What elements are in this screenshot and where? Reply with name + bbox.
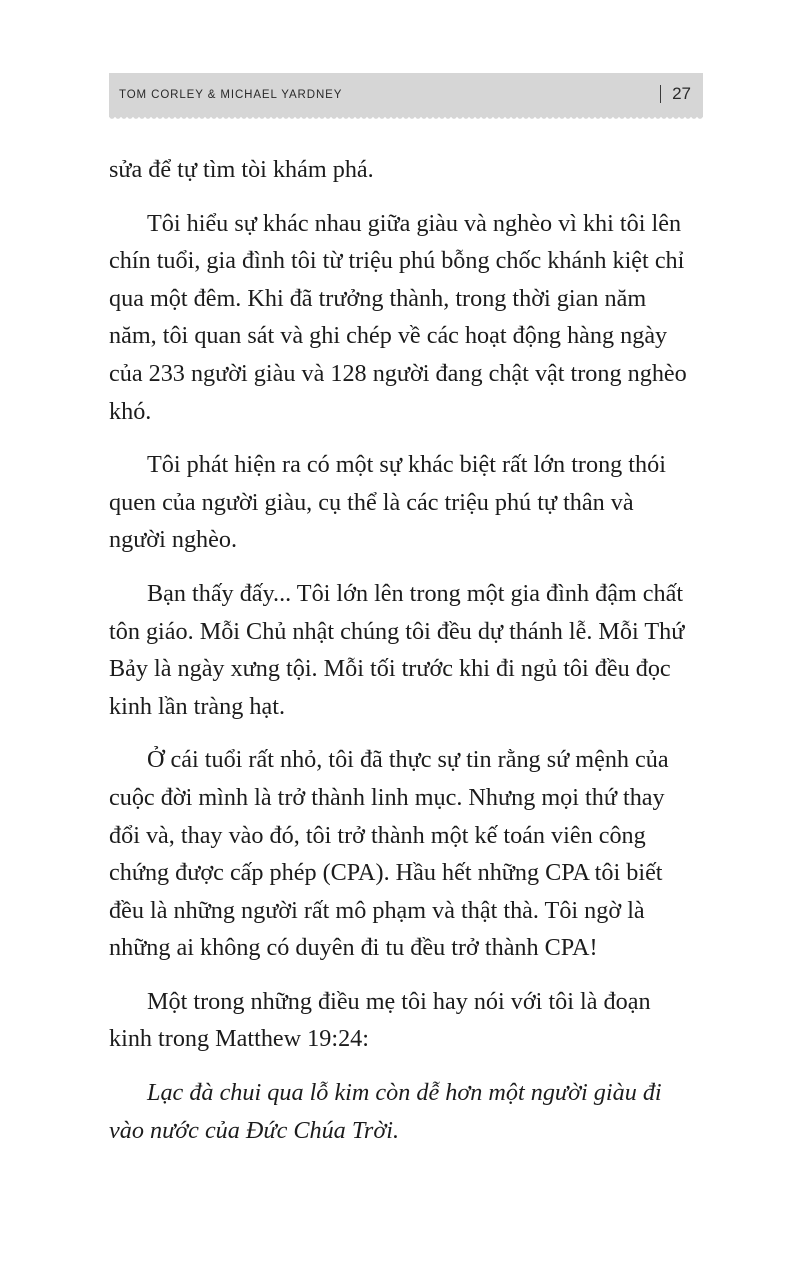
page-number: 27 [672,84,691,103]
running-header [109,73,703,117]
paragraph-4: Bạn thấy đấy... Tôi lớn lên trong một gia đình đậm chất tôn giáo. Mỗi Chủ nhật chúng tôi đều dự thánh lễ. Mỗi Thứ Bảy là ngày xưng tội. Mỗi tối trước khi đi ngủ tôi đều đọc kinh lần tràng hạt. [109,579,685,720]
paragraph-2: Tôi hiểu sự khác nhau giữa giàu và nghèo vì khi tôi lên chín tuổi, gia đình tôi từ triệu phú bỗng chốc khánh kiệt chỉ qua một đêm. Khi đã trưởng thành, trong thời gian năm năm, tôi quan sát và ghi chép về các hoạt động hàng ngày của 233 người giàu và 128 người đang chật vật trong nghèo khó. [109,209,687,425]
quote-paragraph: Lạc đà chui qua lỗ kim còn dễ hơn một người giàu đi vào nước của Đức Chúa Trời. [109,1079,662,1144]
paragraph-3: Tôi phát hiện ra có một sự khác biệt rất lớn trong thói quen của người giàu, cụ thể là các triệu phú tự thân và người nghèo. [109,451,666,554]
paragraph-5: Ở cái tuổi rất nhỏ, tôi đã thực sự tin rằng sứ mệnh của cuộc đời mình là trở thành linh mục. Nhưng mọi thứ thay đổi và, thay vào đó, tôi trở thành một kế toán viên công chứng được cấp phép (CPA). Hầu hết những CPA tôi biết đều là những người rất mô phạm và thật thà. Tôi ngờ là những ai không có duyên đi tu đều trở thành CPA! [109,746,669,962]
header-divider [660,85,662,103]
body-text [109,151,689,1165]
header-authors: TOM CORLEY & MICHAEL YARDNEY [119,89,343,101]
paragraph-1: sửa để tự tìm tòi khám phá. [109,156,374,183]
paragraph-6: Một trong những điều mẹ tôi hay nói với tôi là đoạn kinh trong Matthew 19:24: [109,987,651,1053]
